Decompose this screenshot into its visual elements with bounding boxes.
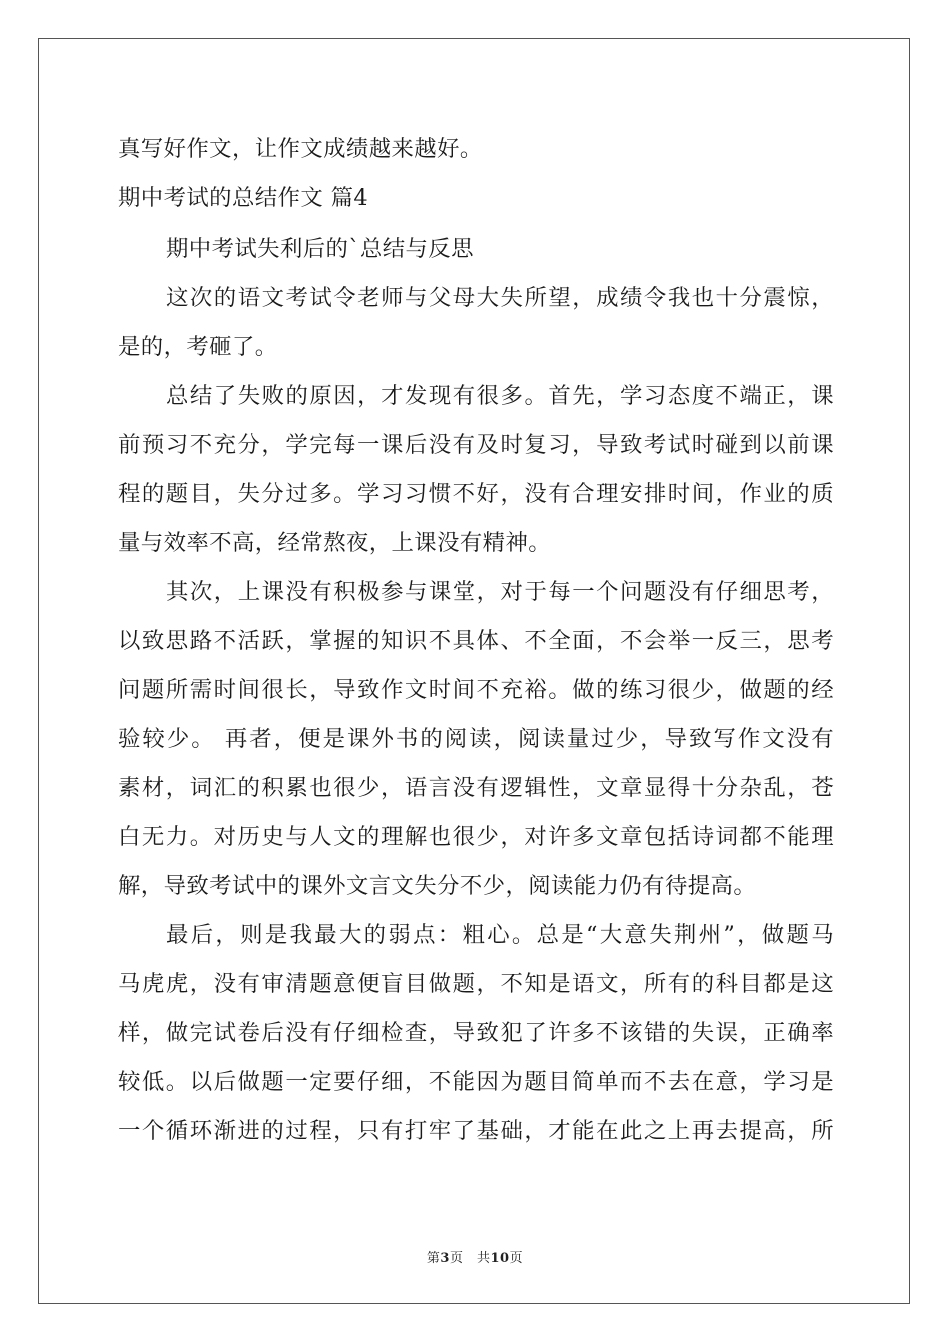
text-line: 解，导致考试中的课外文言文失分不少，阅读能力仍有待提高。 <box>118 873 757 899</box>
text-line: 前预习不充分，学完每一课后没有及时复习，导致考试时碰到以前课 <box>118 432 834 458</box>
text-line: 程的题目，失分过多。学习习惯不好，没有合理安排时间，作业的质 <box>118 481 834 507</box>
text-line: 以致思路不活跃，掌握的知识不具体、不全面，不会举一反三，思考 <box>118 628 834 654</box>
text-line: 量与效率不高，经常熬夜，上课没有精神。 <box>118 530 552 556</box>
footer-prefix: 第 <box>426 1251 441 1266</box>
text-line: 其次，上课没有积极参与课堂，对于每一个问题没有仔细思考， <box>166 579 834 605</box>
text-line: 一个循环渐进的过程，只有打牢了基础，才能在此之上再去提高，所 <box>118 1118 834 1144</box>
page-footer <box>0 1247 950 1266</box>
section-heading: 期中考试的总结作文 篇4 <box>118 185 369 211</box>
text-line: 真写好作文，让作文成绩越来越好。 <box>118 136 483 162</box>
text-line: 样，做完试卷后没有仔细检查，导致犯了许多不该错的失误，正确率 <box>118 1020 834 1046</box>
total-page-count: 10 <box>490 1251 510 1266</box>
text-line: 素材，词汇的积累也很少，语言没有逻辑性，文章显得十分杂乱，苍 <box>118 775 834 801</box>
text-line: 验较少。 再者，便是课外书的阅读，阅读量过少，导致写作文没有 <box>118 726 834 752</box>
text-line: 最后，则是我最大的弱点：粗心。总是“大意失荆州”，做题马 <box>166 922 834 948</box>
text-line: 问题所需时间很长，导致作文时间不充裕。做的练习很少，做题的经 <box>118 677 834 703</box>
document-body <box>118 125 834 1156</box>
text-line: 较低。以后做题一定要仔细，不能因为题目简单而不去在意，学习是 <box>118 1069 834 1095</box>
current-page-number: 3 <box>440 1251 450 1266</box>
footer-suffix: 页 <box>509 1251 524 1266</box>
article-title: 期中考试失利后的`总结与反思 <box>166 236 474 262</box>
text-line: 总结了失败的原因，才发现有很多。首先，学习态度不端正，课 <box>166 383 834 409</box>
text-line: 白无力。对历史与人文的理解也很少，对许多文章包括诗词都不能理 <box>118 824 834 850</box>
text-line: 这次的语文考试令老师与父母大失所望，成绩令我也十分震惊， <box>166 285 834 311</box>
text-line: 马虎虎，没有审清题意便盲目做题，不知是语文，所有的科目都是这 <box>118 971 834 997</box>
footer-mid: 页 共 <box>449 1251 491 1266</box>
text-line: 是的，考砸了。 <box>118 334 278 360</box>
